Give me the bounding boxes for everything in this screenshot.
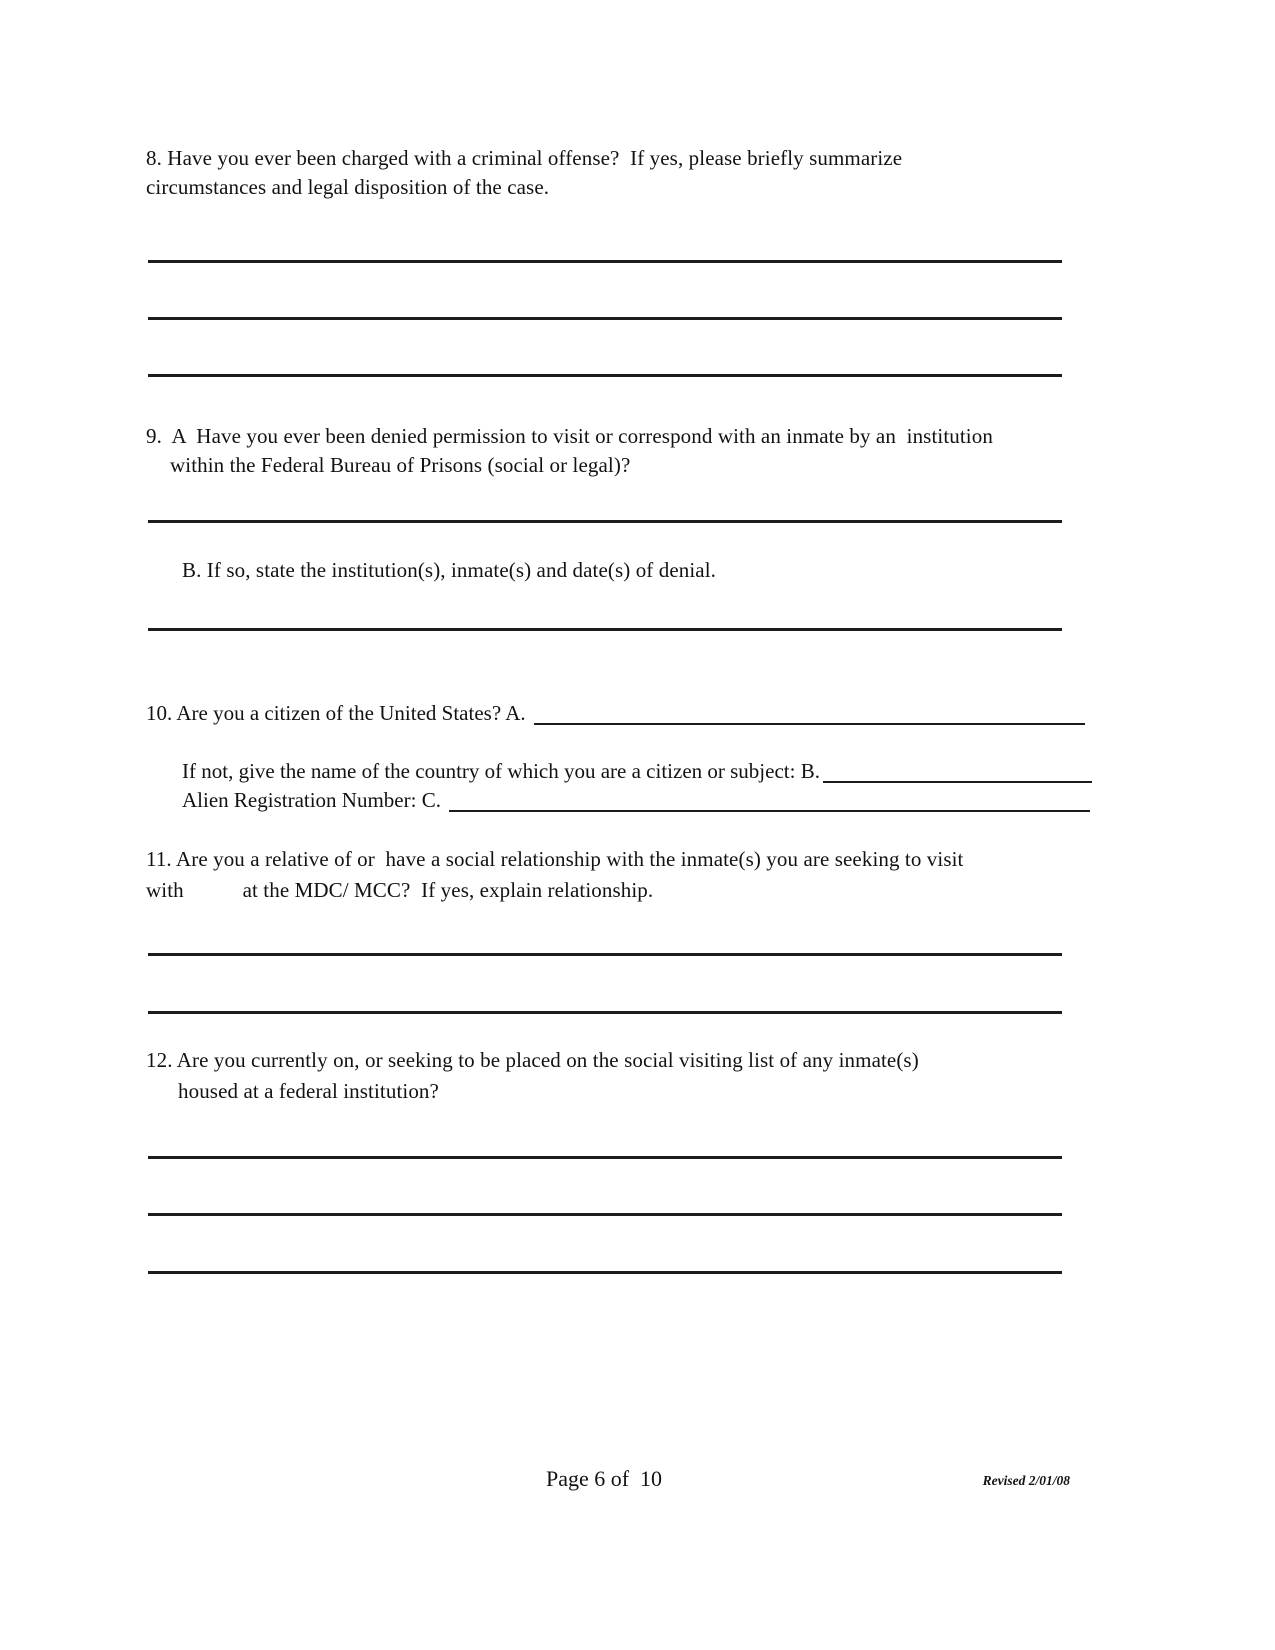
question-11-text-line1: 11. Are you a relative of or have a social relationship with the inmate(s) you are seeking to visit (146, 847, 964, 871)
q9b-response-line[interactable] (148, 628, 1062, 631)
question-10-alien-text: Alien Registration Number: C. (182, 788, 447, 812)
question-9a-text-line1: 9. A Have you ever been denied permission to visit or correspond with an inmate by an institution (146, 424, 993, 448)
q8-response-line-1[interactable] (148, 260, 1062, 263)
question-11-text-line2: with at the MDC/ MCC? If yes, explain relationship. (146, 878, 654, 902)
question-10-alien-row (182, 786, 1090, 815)
q10c-answer-blank[interactable] (449, 790, 1090, 812)
question-12-text-line2: housed at a federal institution? (178, 1079, 439, 1103)
q8-response-line-3[interactable] (148, 374, 1062, 377)
question-9b-text: B. If so, state the institution(s), inmate(s) and date(s) of denial. (182, 558, 717, 582)
question-10-row (146, 699, 1085, 728)
question-9a-text-line2: within the Federal Bureau of Prisons (social or legal)? (170, 453, 631, 477)
q12-response-line-1[interactable] (148, 1156, 1062, 1159)
q11-response-line-1[interactable] (148, 953, 1062, 956)
question-10-text: 10. Are you a citizen of the United States? A. (146, 701, 531, 725)
question-8-text-line1: 8. Have you ever been charged with a criminal offense? If yes, please briefly summarize (146, 146, 903, 170)
q10a-answer-blank[interactable] (534, 703, 1085, 725)
q11-response-line-2[interactable] (148, 1011, 1062, 1014)
q12-response-line-2[interactable] (148, 1213, 1062, 1216)
question-8-text-line2: circumstances and legal disposition of the case. (146, 175, 550, 199)
question-12-text-line1: 12. Are you currently on, or seeking to be placed on the social visiting list of any inmate(s) (146, 1048, 919, 1072)
q8-response-line-2[interactable] (148, 317, 1062, 320)
q10b-answer-blank[interactable] (823, 761, 1092, 783)
page-number-label: Page 6 of 10 (545, 1466, 663, 1491)
question-10-ifnot-row (182, 757, 1092, 786)
revision-date-label: Revised 2/01/08 (982, 1473, 1070, 1488)
q12-response-line-3[interactable] (148, 1271, 1062, 1274)
question-10-ifnot-text: If not, give the name of the country of which you are a citizen or subject: B. (182, 759, 820, 783)
q9a-response-line[interactable] (148, 520, 1062, 523)
